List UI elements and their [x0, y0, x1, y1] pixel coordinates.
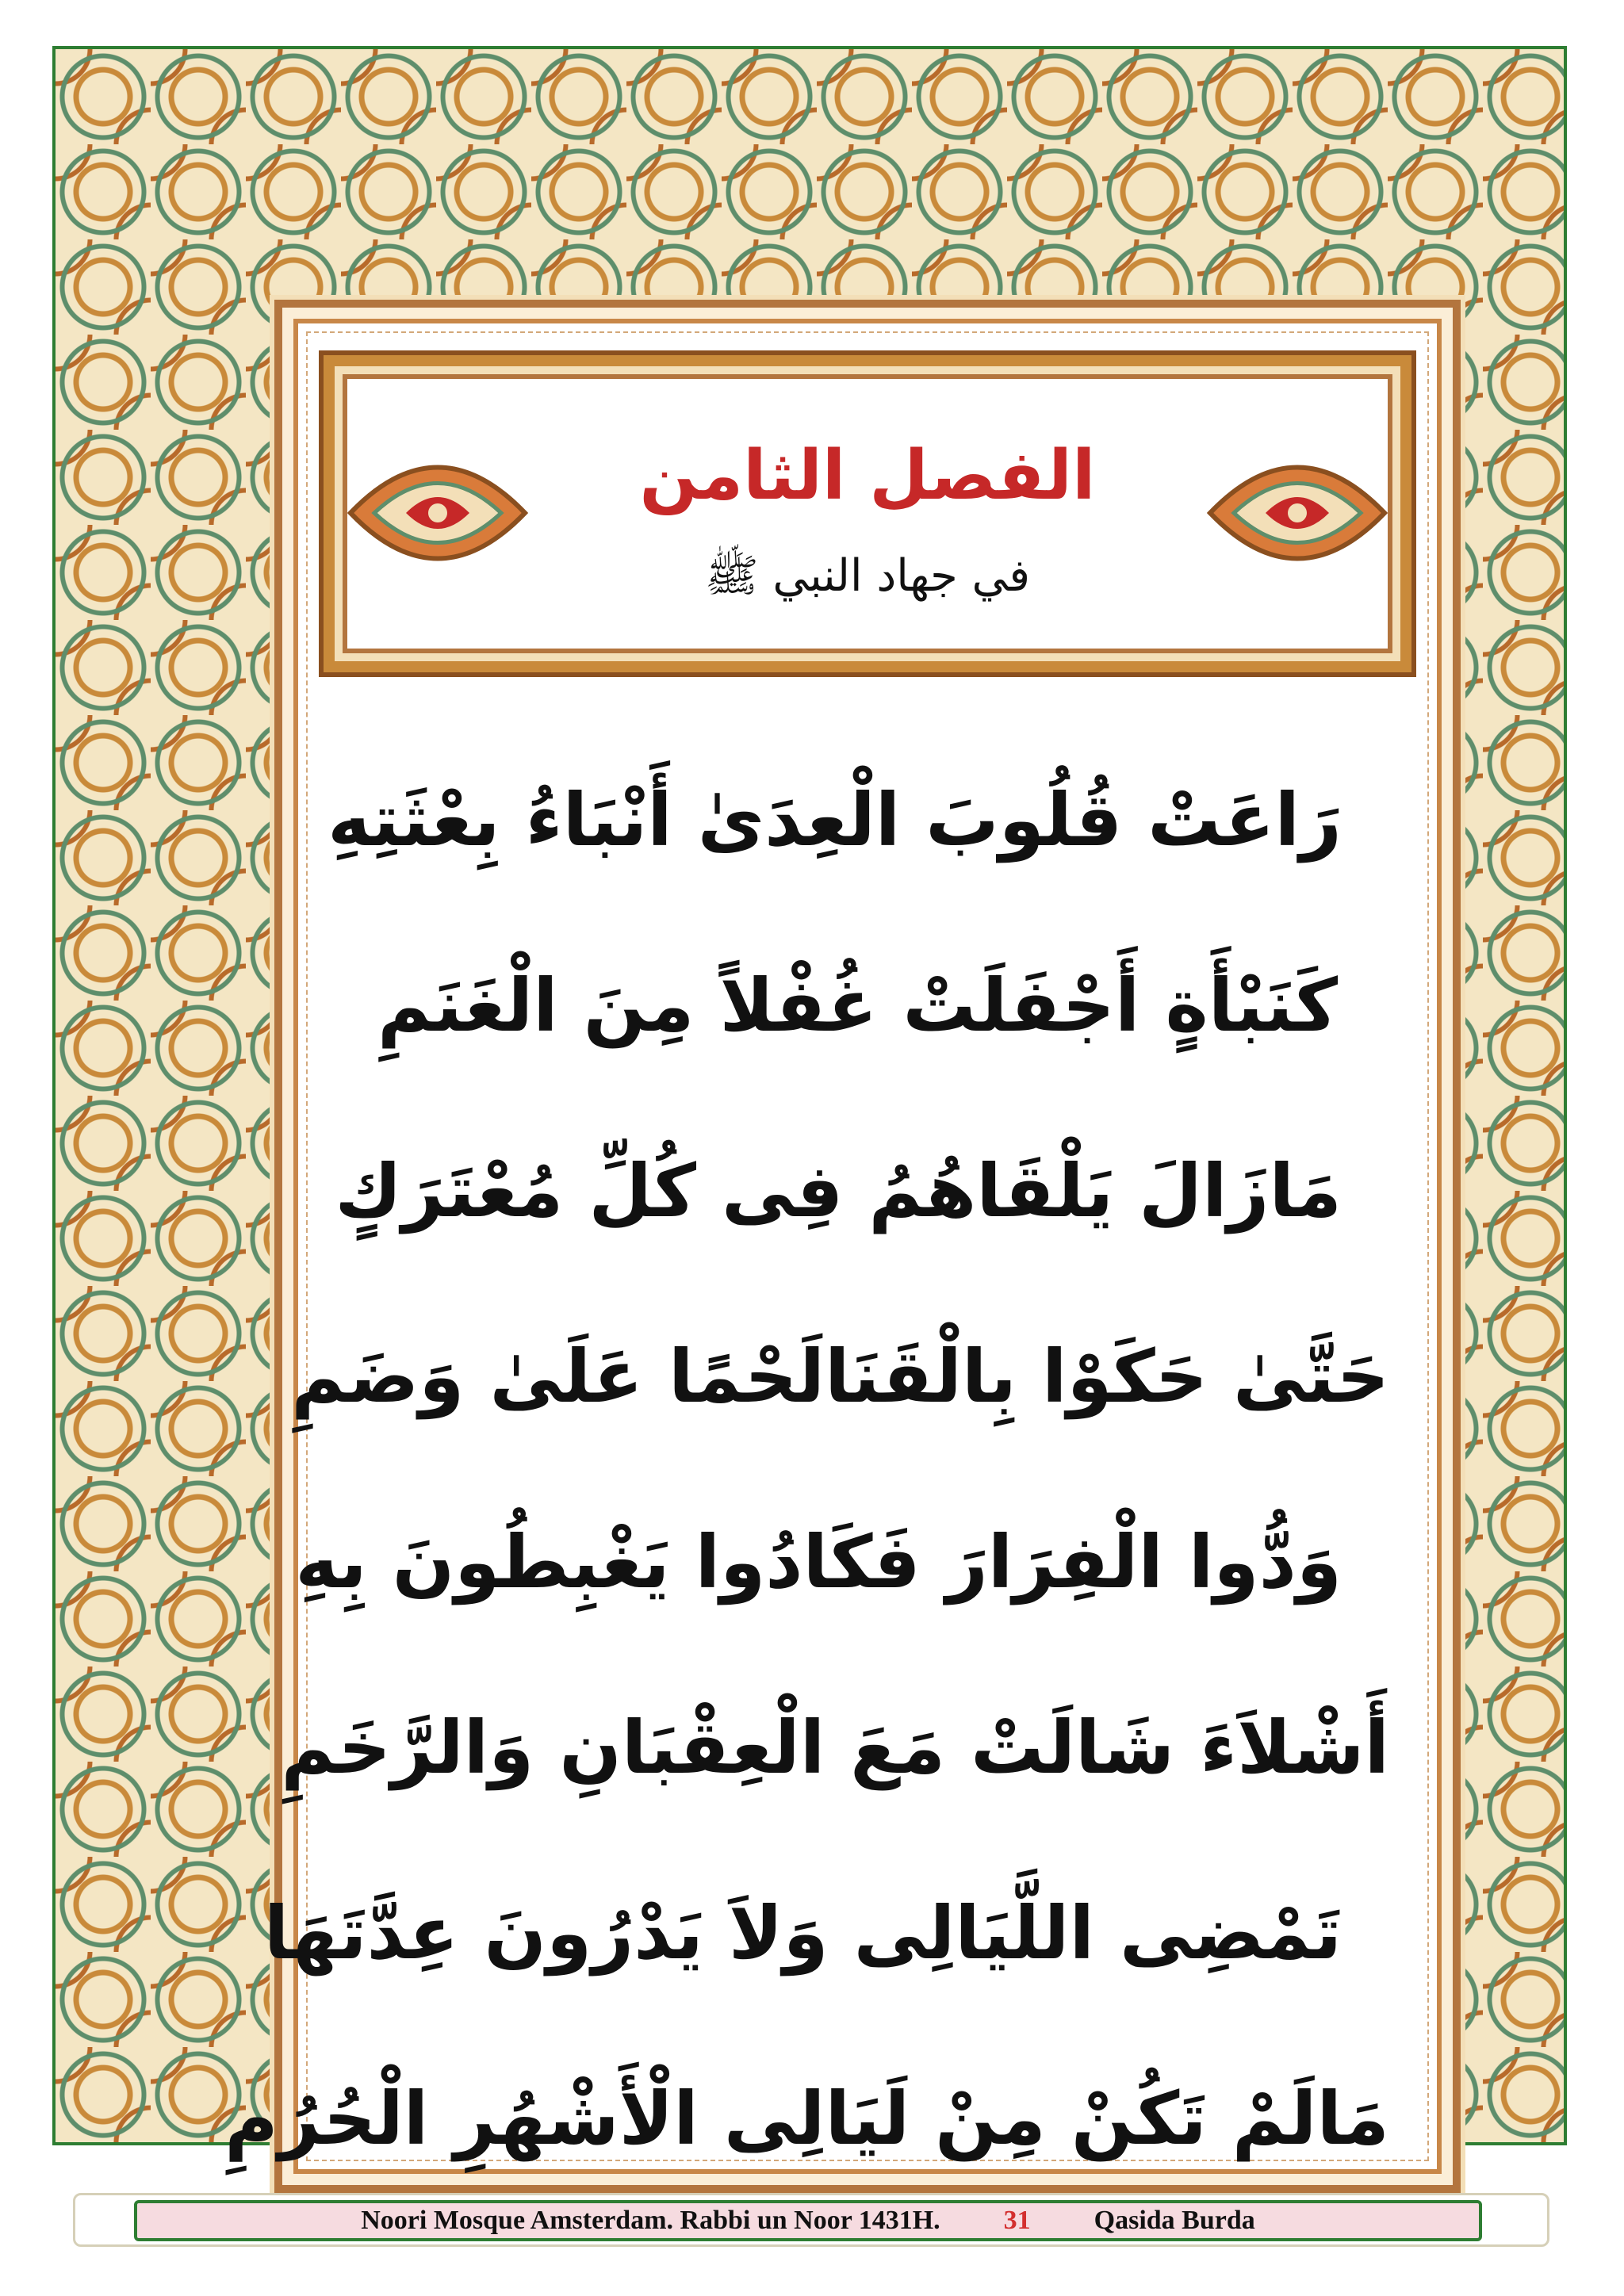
verse-2-second-hemistich: حَتَّىٰ حَكَوْا بِالْقَنَالَحْمًا عَلَىٰ وَضَمِ	[291, 1334, 1389, 1419]
verse-3-second-hemistich: أَشْلاَءَ شَالَتْ مَعَ الْعِقْبَانِ وَالرَّخَمِ	[281, 1705, 1389, 1790]
verse-1-second-hemistich: كَنَبْأَةٍ أَجْفَلَتْ غُفْلاً مِنَ الْغَنَمِ	[377, 963, 1338, 1048]
verse-4-first-hemistich: تَمْضِى اللَّيَالِى وَلاَ يَدْرُونَ عِدَّتَهَا	[263, 1891, 1342, 1976]
verse-2-first-hemistich: مَازَالَ يَلْقَاهُمُ فِى كُلِّ مُعْتَرَكٍ	[335, 1149, 1342, 1234]
footer-publisher-text: Noori Mosque Amsterdam. Rabbi un Noor 1431H.	[361, 2206, 940, 2235]
page-footer	[73, 2193, 1549, 2247]
footer-book-title: Qasida Burda	[1094, 2206, 1255, 2235]
ornamental-border	[52, 46, 1567, 2161]
verse-4-second-hemistich: مَالَمْ تَكُنْ مِنْ لَيَالِى الْأَشْهُرِ الْحُرُمِ	[224, 2076, 1389, 2161]
content-panel	[224, 319, 1442, 2174]
chapter-title: الفصل الثامن	[639, 436, 1096, 515]
chapter-subtitle: في جهاد النبي ﷺ	[704, 550, 1031, 602]
footer-bar	[134, 2200, 1482, 2241]
verse-1-first-hemistich: رَاعَتْ قُلُوبَ الْعِدَىٰ أَنْبَاءُ بِعْثَتِهِ	[327, 778, 1342, 863]
verses-block	[224, 728, 1389, 2212]
page-number: 31	[1003, 2206, 1031, 2235]
title-cartouche	[324, 355, 1411, 672]
verse-3-first-hemistich: وَدُّوا الْفِرَارَ فَكَادُوا يَغْبِطُونَ بِهِ	[295, 1520, 1342, 1605]
